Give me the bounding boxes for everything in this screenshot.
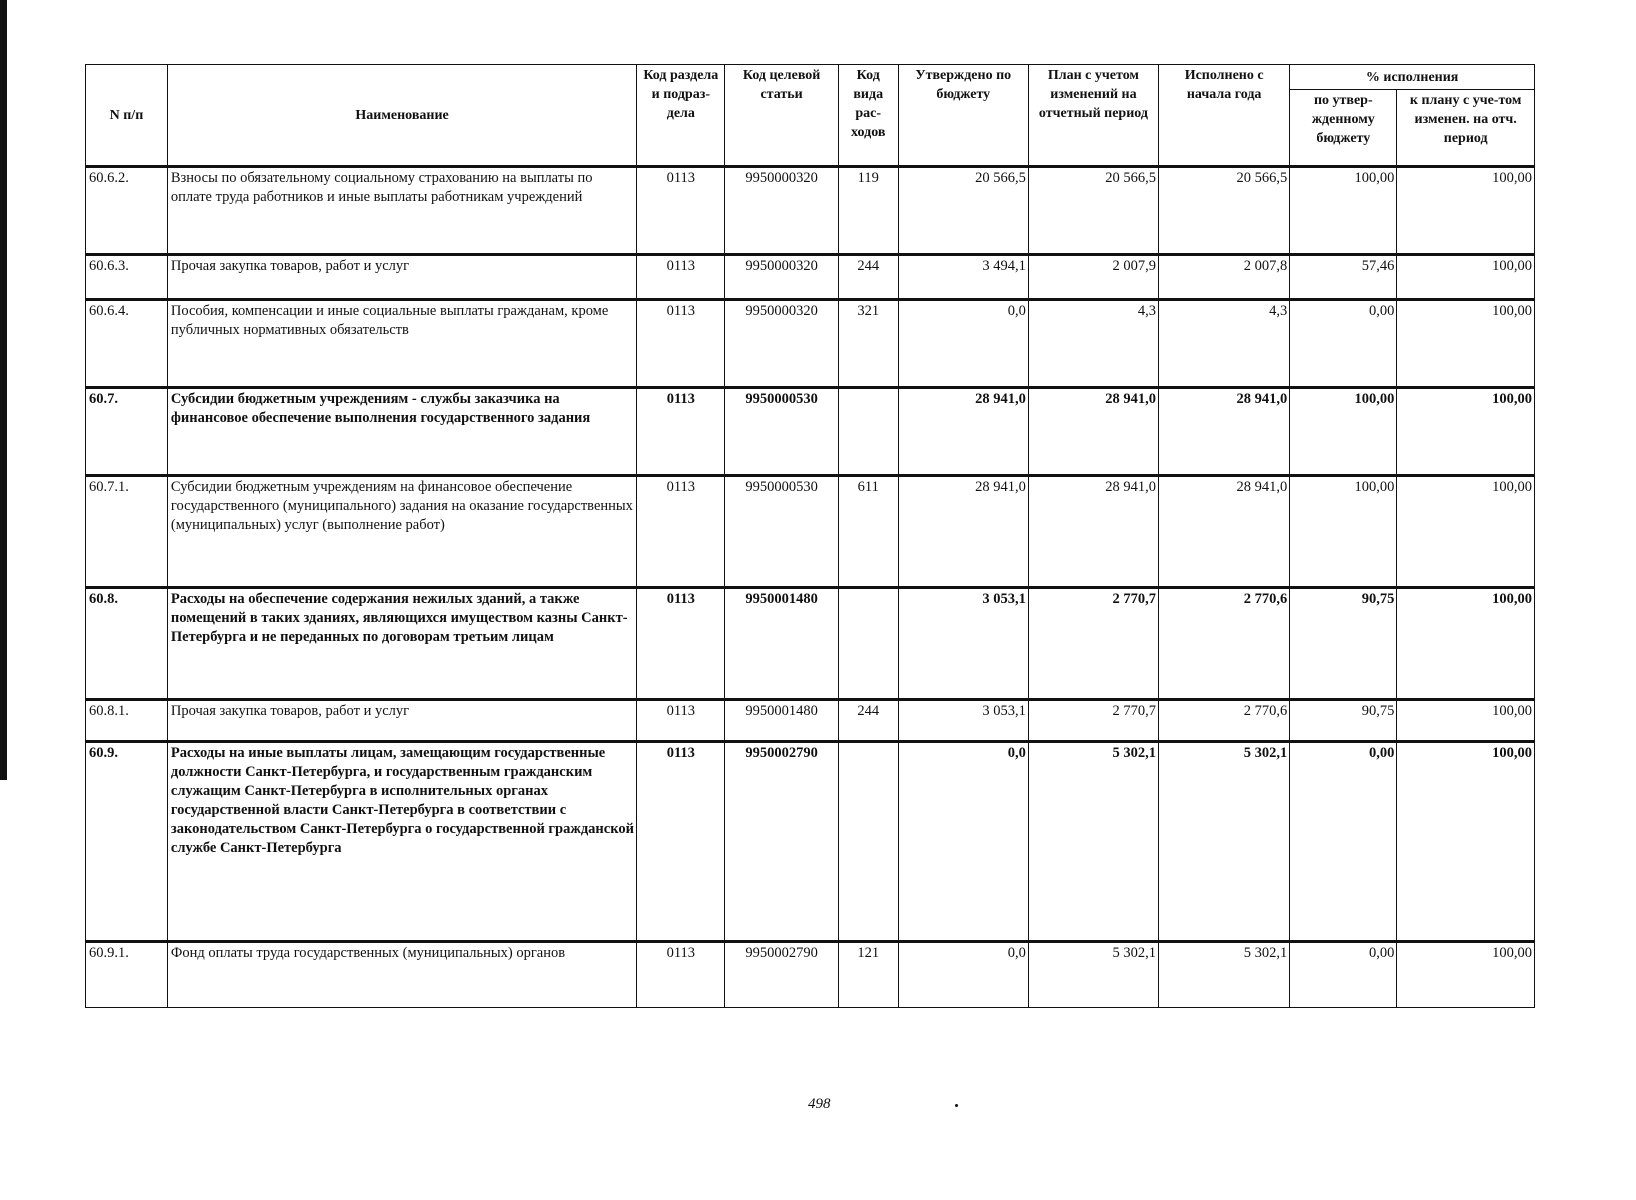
cell-exec: 28 941,0 <box>1159 388 1290 476</box>
header-approved: Утверждено по бюджету <box>898 65 1028 167</box>
cell-exec: 20 566,5 <box>1159 167 1290 255</box>
cell-plan: 2 007,9 <box>1028 255 1158 300</box>
cell-razdel: 0113 <box>637 476 725 588</box>
table-row <box>86 300 1535 388</box>
cell-target: 9950000530 <box>725 388 838 476</box>
header-vid: Код вида рас-ходов <box>838 65 898 167</box>
cell-target: 9950001480 <box>725 700 838 742</box>
cell-approved: 28 941,0 <box>898 388 1028 476</box>
cell-approved: 3 053,1 <box>898 700 1028 742</box>
cell-razdel: 0113 <box>637 742 725 942</box>
cell-num: 60.8. <box>86 588 168 700</box>
cell-vid: 119 <box>838 167 898 255</box>
cell-pct-plan: 100,00 <box>1397 588 1535 700</box>
cell-vid: 321 <box>838 300 898 388</box>
cell-num: 60.6.2. <box>86 167 168 255</box>
cell-pct-budget: 100,00 <box>1290 388 1397 476</box>
cell-razdel: 0113 <box>637 588 725 700</box>
header-plan: План с учетом изменений на отчетный период <box>1028 65 1158 167</box>
cell-pct-plan: 100,00 <box>1397 388 1535 476</box>
cell-razdel: 0113 <box>637 255 725 300</box>
cell-plan: 20 566,5 <box>1028 167 1158 255</box>
cell-exec: 4,3 <box>1159 300 1290 388</box>
header-target: Код целевой статьи <box>725 65 838 167</box>
budget-table-container <box>85 64 1535 1008</box>
header-pct: % исполнения <box>1290 65 1535 90</box>
table-row <box>86 388 1535 476</box>
cell-pct-plan: 100,00 <box>1397 167 1535 255</box>
cell-razdel: 0113 <box>637 942 725 1008</box>
scan-edge-bar <box>0 0 7 780</box>
header-exec: Исполнено с начала года <box>1159 65 1290 167</box>
cell-name: Фонд оплаты труда государственных (муниципальных) органов <box>167 942 636 1008</box>
cell-name: Расходы на обеспечение содержания нежилых зданий, а также помещений в таких зданиях, являющихся имуществом казны Санкт-Петербурга и не переданных по договорам третьим лицам <box>167 588 636 700</box>
cell-approved: 0,0 <box>898 300 1028 388</box>
cell-exec: 2 770,6 <box>1159 700 1290 742</box>
table-row <box>86 255 1535 300</box>
cell-vid <box>838 388 898 476</box>
cell-name: Расходы на иные выплаты лицам, замещающим государственные должности Санкт-Петербурга, и государственным гражданским служащим Санкт-Петербурга в исполнительных органах государственной власти Санкт-Петербурга в соответствии с законодательством Санкт-Петербурга о государственной гражданской службе Санкт-Петербурга <box>167 742 636 942</box>
table-row <box>86 167 1535 255</box>
cell-approved: 0,0 <box>898 742 1028 942</box>
header-name: Наименование <box>167 65 636 167</box>
cell-pct-plan: 100,00 <box>1397 742 1535 942</box>
cell-approved: 28 941,0 <box>898 476 1028 588</box>
cell-target: 9950000320 <box>725 255 838 300</box>
cell-approved: 0,0 <box>898 942 1028 1008</box>
cell-name: Субсидии бюджетным учреждениям - службы заказчика на финансовое обеспечение выполнения государственного задания <box>167 388 636 476</box>
page-number: 498 <box>808 1096 831 1112</box>
cell-plan: 5 302,1 <box>1028 942 1158 1008</box>
cell-vid <box>838 588 898 700</box>
cell-num: 60.9.1. <box>86 942 168 1008</box>
cell-vid <box>838 742 898 942</box>
cell-name: Прочая закупка товаров, работ и услуг <box>167 255 636 300</box>
cell-exec: 5 302,1 <box>1159 942 1290 1008</box>
cell-exec: 2 007,8 <box>1159 255 1290 300</box>
table-row <box>86 700 1535 742</box>
cell-razdel: 0113 <box>637 700 725 742</box>
table-header <box>86 65 1535 167</box>
cell-name: Взносы по обязательному социальному страхованию на выплаты по оплате труда работников и иные выплаты работникам учреждений <box>167 167 636 255</box>
cell-vid: 121 <box>838 942 898 1008</box>
cell-plan: 28 941,0 <box>1028 388 1158 476</box>
cell-name: Прочая закупка товаров, работ и услуг <box>167 700 636 742</box>
cell-vid: 611 <box>838 476 898 588</box>
cell-pct-budget: 0,00 <box>1290 742 1397 942</box>
cell-pct-budget: 90,75 <box>1290 700 1397 742</box>
cell-razdel: 0113 <box>637 167 725 255</box>
cell-pct-plan: 100,00 <box>1397 255 1535 300</box>
header-razdel: Код раздела и подраз-дела <box>637 65 725 167</box>
cell-num: 60.7. <box>86 388 168 476</box>
table-row <box>86 476 1535 588</box>
table-row <box>86 588 1535 700</box>
scan-dot <box>955 1104 958 1107</box>
cell-name: Субсидии бюджетным учреждениям на финансовое обеспечение государственного (муниципального) задания на оказание государственных (муниципальных) услуг (выполнение работ) <box>167 476 636 588</box>
cell-target: 9950001480 <box>725 588 838 700</box>
cell-vid: 244 <box>838 255 898 300</box>
cell-pct-budget: 90,75 <box>1290 588 1397 700</box>
header-pct-budget: по утвер-жденному бюджету <box>1290 90 1397 167</box>
cell-pct-budget: 0,00 <box>1290 300 1397 388</box>
cell-target: 9950000320 <box>725 300 838 388</box>
cell-num: 60.6.3. <box>86 255 168 300</box>
header-num: N п/п <box>86 65 168 167</box>
cell-pct-plan: 100,00 <box>1397 700 1535 742</box>
cell-num: 60.7.1. <box>86 476 168 588</box>
cell-num: 60.8.1. <box>86 700 168 742</box>
cell-plan: 28 941,0 <box>1028 476 1158 588</box>
cell-plan: 4,3 <box>1028 300 1158 388</box>
cell-num: 60.6.4. <box>86 300 168 388</box>
cell-approved: 3 494,1 <box>898 255 1028 300</box>
cell-pct-budget: 57,46 <box>1290 255 1397 300</box>
cell-plan: 2 770,7 <box>1028 700 1158 742</box>
header-pct-plan: к плану с уче-том изменен. на отч. период <box>1397 90 1535 167</box>
cell-pct-plan: 100,00 <box>1397 476 1535 588</box>
cell-target: 9950002790 <box>725 942 838 1008</box>
table-row <box>86 742 1535 942</box>
cell-exec: 5 302,1 <box>1159 742 1290 942</box>
cell-vid: 244 <box>838 700 898 742</box>
cell-num: 60.9. <box>86 742 168 942</box>
cell-pct-plan: 100,00 <box>1397 300 1535 388</box>
cell-razdel: 0113 <box>637 300 725 388</box>
cell-pct-budget: 100,00 <box>1290 476 1397 588</box>
cell-exec: 28 941,0 <box>1159 476 1290 588</box>
table-row <box>86 942 1535 1008</box>
cell-approved: 20 566,5 <box>898 167 1028 255</box>
cell-exec: 2 770,6 <box>1159 588 1290 700</box>
cell-target: 9950000530 <box>725 476 838 588</box>
cell-razdel: 0113 <box>637 388 725 476</box>
cell-pct-budget: 0,00 <box>1290 942 1397 1008</box>
cell-plan: 5 302,1 <box>1028 742 1158 942</box>
cell-pct-plan: 100,00 <box>1397 942 1535 1008</box>
table-body <box>86 167 1535 1008</box>
budget-execution-table <box>85 64 1535 1008</box>
cell-pct-budget: 100,00 <box>1290 167 1397 255</box>
cell-approved: 3 053,1 <box>898 588 1028 700</box>
cell-target: 9950002790 <box>725 742 838 942</box>
cell-target: 9950000320 <box>725 167 838 255</box>
cell-plan: 2 770,7 <box>1028 588 1158 700</box>
cell-name: Пособия, компенсации и иные социальные выплаты гражданам, кроме публичных нормативных обязательств <box>167 300 636 388</box>
